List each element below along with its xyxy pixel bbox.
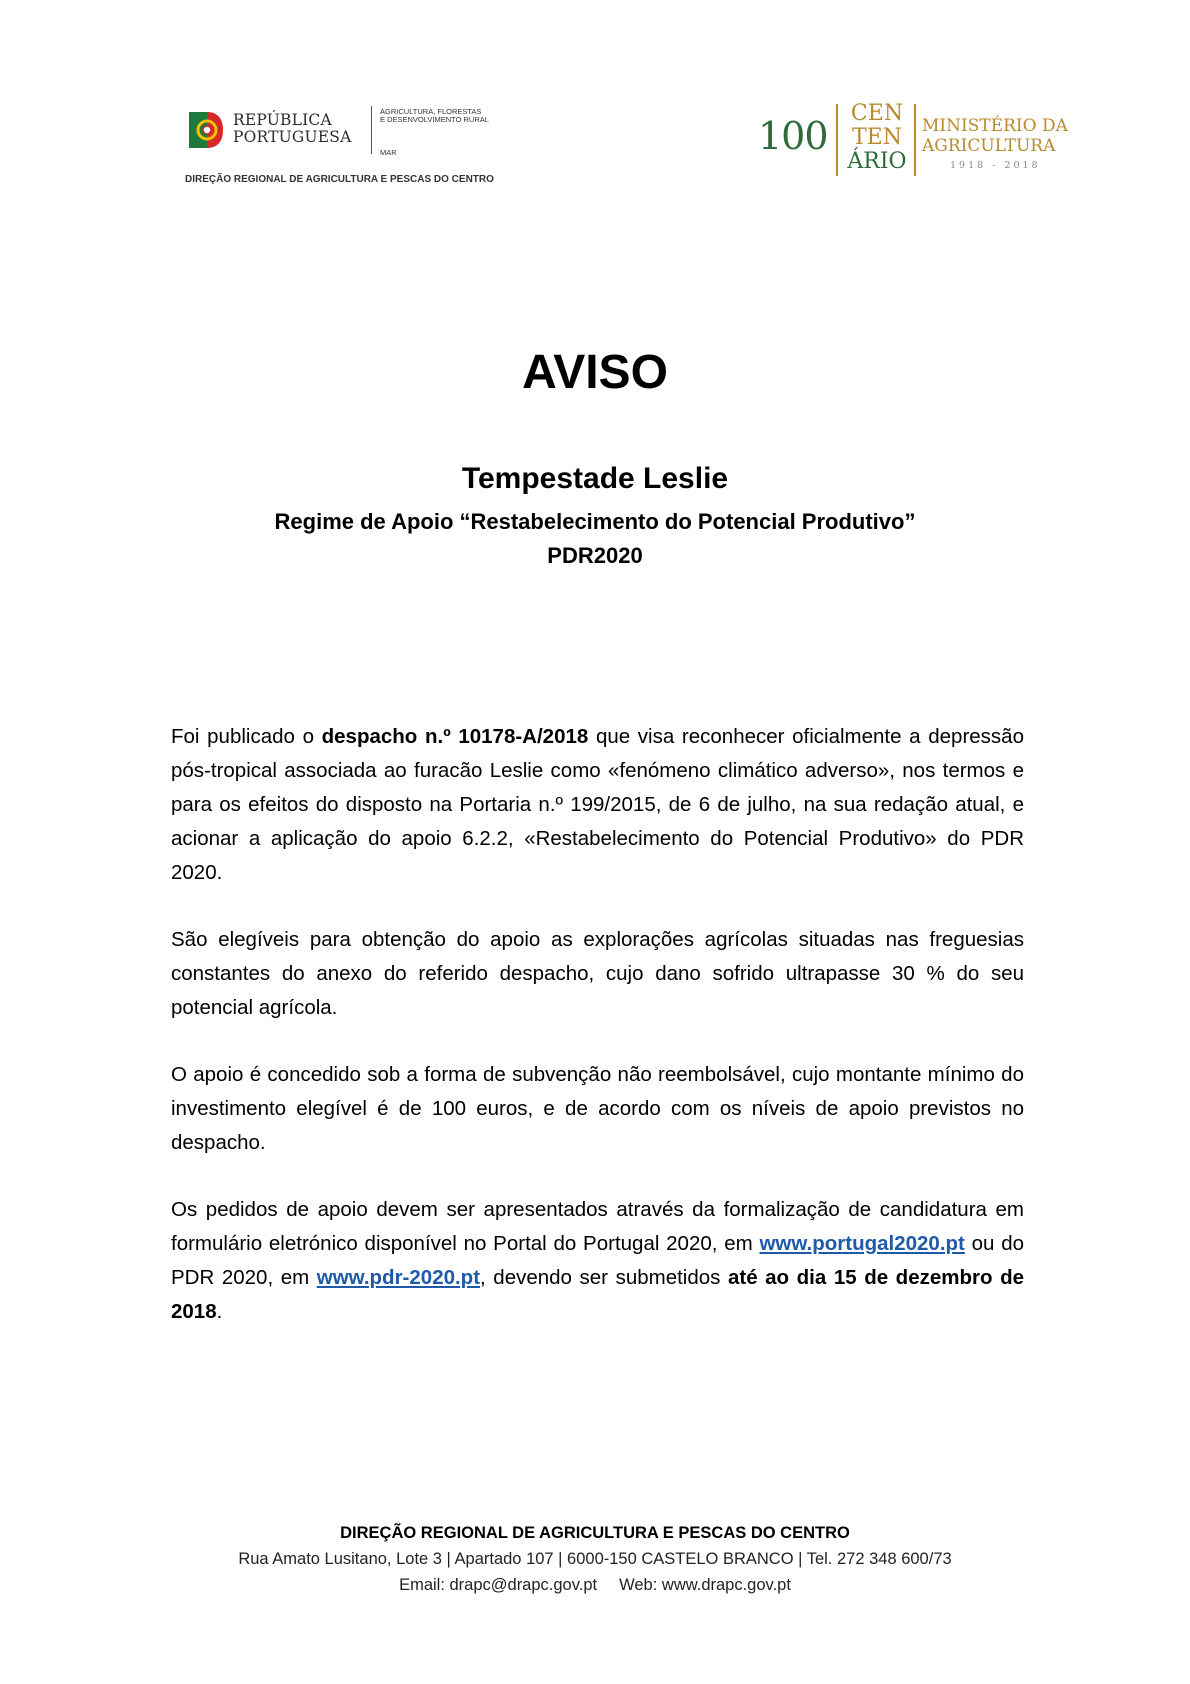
footer-address: Rua Amato Lusitano, Lote 3 | Apartado 107 | 6000-150 CASTELO BRANCO | Tel. 272 348 600/73 [238,1550,952,1568]
rp-name-line2: PORTUGUESA [233,128,352,146]
p4-text-c: , devendo ser submetidos [480,1266,728,1289]
ministry-line1: AGRICULTURA, FLORESTAS [380,107,482,116]
footer-contacts [0,1572,1190,1598]
portuguese-flag-emblem-icon [185,108,225,152]
centenario-ministerio-logo [750,100,1075,180]
rp-name-line1: REPÚBLICA [233,111,332,129]
paragraph-1 [171,720,1024,890]
deadline-text: até ao dia 15 de dezembro de 2018 [171,1266,1024,1323]
centenario-number: 100 [758,114,828,158]
despacho-reference: despacho n.º 10178-A/2018 [321,725,589,748]
republica-portuguesa-logo [185,100,525,190]
p4-text-d: . [216,1300,223,1323]
p4-text-a: Os pedidos de apoio devem ser apresentados através da formalização de candidatura em formulário eletrónico disponível no Portal do Portugal 2020, em [171,1198,1024,1255]
paragraph-4 [171,1193,1024,1329]
centenario-word [844,102,910,174]
paragraph-3: O apoio é concedido sob a forma de subvenção não reembolsável, cujo montante mínimo do investimento elegível é de 100 euros, e de acordo com os níveis de apoio previstos no despacho. [171,1063,1024,1154]
paragraph-2: São elegíveis para obtenção do apoio as explorações agrícolas situadas nas freguesias constantes do anexo do referido despacho, cujo dano sofrido ultrapasse 30 % do seu potencial agrícola. [171,928,1024,1019]
footer [0,1520,1190,1598]
logo-bar-2 [914,104,916,176]
ministry-label [380,108,489,124]
notice-body [171,720,1024,1362]
p1-text-b: que visa reconhecer oficialmente a depressão pós-tropical associada ao furacão Leslie como «fenómeno climático adverso», nos termos e para os efeitos do disposto na Portaria n.º 199/2015, de 6 de julho, na sua redação atual, e acionar a aplicação do apoio 6.2.2, «Restabelecimento do Potencial Produtivo» do PDR 2020. [171,725,1024,884]
p1-text-a: Foi publicado o [171,725,322,748]
centenario-word-line2: TEN [852,125,902,150]
p4-text-b: ou do PDR 2020, em [171,1232,1024,1289]
centenario-word-line1: CEN [850,101,904,126]
ministry-line3: MAR [380,148,397,157]
ministerio-line1: MINISTÉRIO DA [922,116,1068,136]
footer-organization: DIREÇÃO REGIONAL DE AGRICULTURA E PESCAS DO CENTRO [340,1524,850,1542]
footer-email[interactable]: Email: drapc@drapc.gov.pt [399,1576,598,1594]
logo-divider [371,106,372,154]
direction-label: DIREÇÃO REGIONAL DE AGRICULTURA E PESCAS DO CENTRO [185,174,494,185]
subtitle-program: PDR2020 [547,543,643,568]
page-title: AVISO [522,346,668,399]
pdr2020-link[interactable]: www.pdr-2020.pt [316,1266,481,1289]
ministerio-years: 1918 - 2018 [950,160,1041,171]
centenario-word-line3: ÁRIO [847,149,907,174]
logo-bar-1 [836,104,838,176]
footer-web[interactable]: Web: www.drapc.gov.pt [619,1576,791,1594]
republica-portuguesa-name [233,112,352,146]
subtitle-regime: Regime de Apoio “Restabelecimento do Potencial Produtivo” [274,509,916,534]
ministerio-line2: AGRICULTURA [922,136,1056,156]
ministry-line2: E DESENVOLVIMENTO RURAL [380,115,489,124]
portugal2020-link[interactable]: www.portugal2020.pt [759,1232,965,1255]
subtitle: Tempestade Leslie [461,462,729,495]
